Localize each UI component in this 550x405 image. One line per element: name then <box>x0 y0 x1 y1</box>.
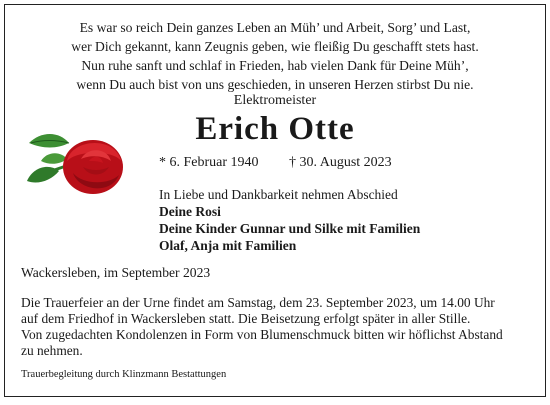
poem <box>5 18 545 94</box>
funeral-line: Die Trauerfeier an der Urne findet am Samstag, dem 23. September 2023, um 14.00 Uhr <box>21 295 495 310</box>
farewell-intro: In Liebe und Dankbarkeit nehmen Abschied <box>159 187 398 202</box>
poem-line: Es war so reich Dein ganzes Leben an Müh’ und Arbeit, Sorg’ und Last, <box>79 20 471 35</box>
funeral-line: zu nehmen. <box>21 343 83 358</box>
funeral-line: auf dem Friedhof in Wackersleben statt. Die Beisetzung erfolgt später in aller Stille. <box>21 311 471 326</box>
place-and-date: Wackersleben, im September 2023 <box>21 265 211 280</box>
farewell-block <box>159 186 420 254</box>
undertaker-credit: Trauerbegleitung durch Klinzmann Bestattungen <box>21 369 227 380</box>
poem-line: wenn Du auch bist von uns geschieden, in unseren Herzen stirbst Du nie. <box>76 77 474 92</box>
deceased-name: Erich Otte <box>195 111 355 147</box>
mourner: Olaf, Anja mit Familien <box>159 238 297 253</box>
occupation: Elektromeister <box>233 93 317 108</box>
funeral-line: Von zugedachten Kondolenzen in Form von Blumenschmuck bitten wir höflichst Abstand <box>21 327 503 342</box>
death-date: † 30. August 2023 <box>289 155 392 170</box>
mourner: Deine Rosi <box>159 204 221 219</box>
red-rose-icon <box>23 121 133 207</box>
funeral-info <box>21 295 533 359</box>
obituary-notice <box>4 4 546 397</box>
mourner: Deine Kinder Gunnar und Silke mit Familien <box>159 221 421 236</box>
poem-line: wer Dich gekannt, kann Zeugnis geben, wie fleißig Du geschafft stets hast. <box>71 39 479 54</box>
birth-date: * 6. Februar 1940 <box>159 155 259 170</box>
poem-line: Nun ruhe sanft und schlaf in Frieden, hab vielen Dank für Deine Müh’, <box>81 58 469 73</box>
